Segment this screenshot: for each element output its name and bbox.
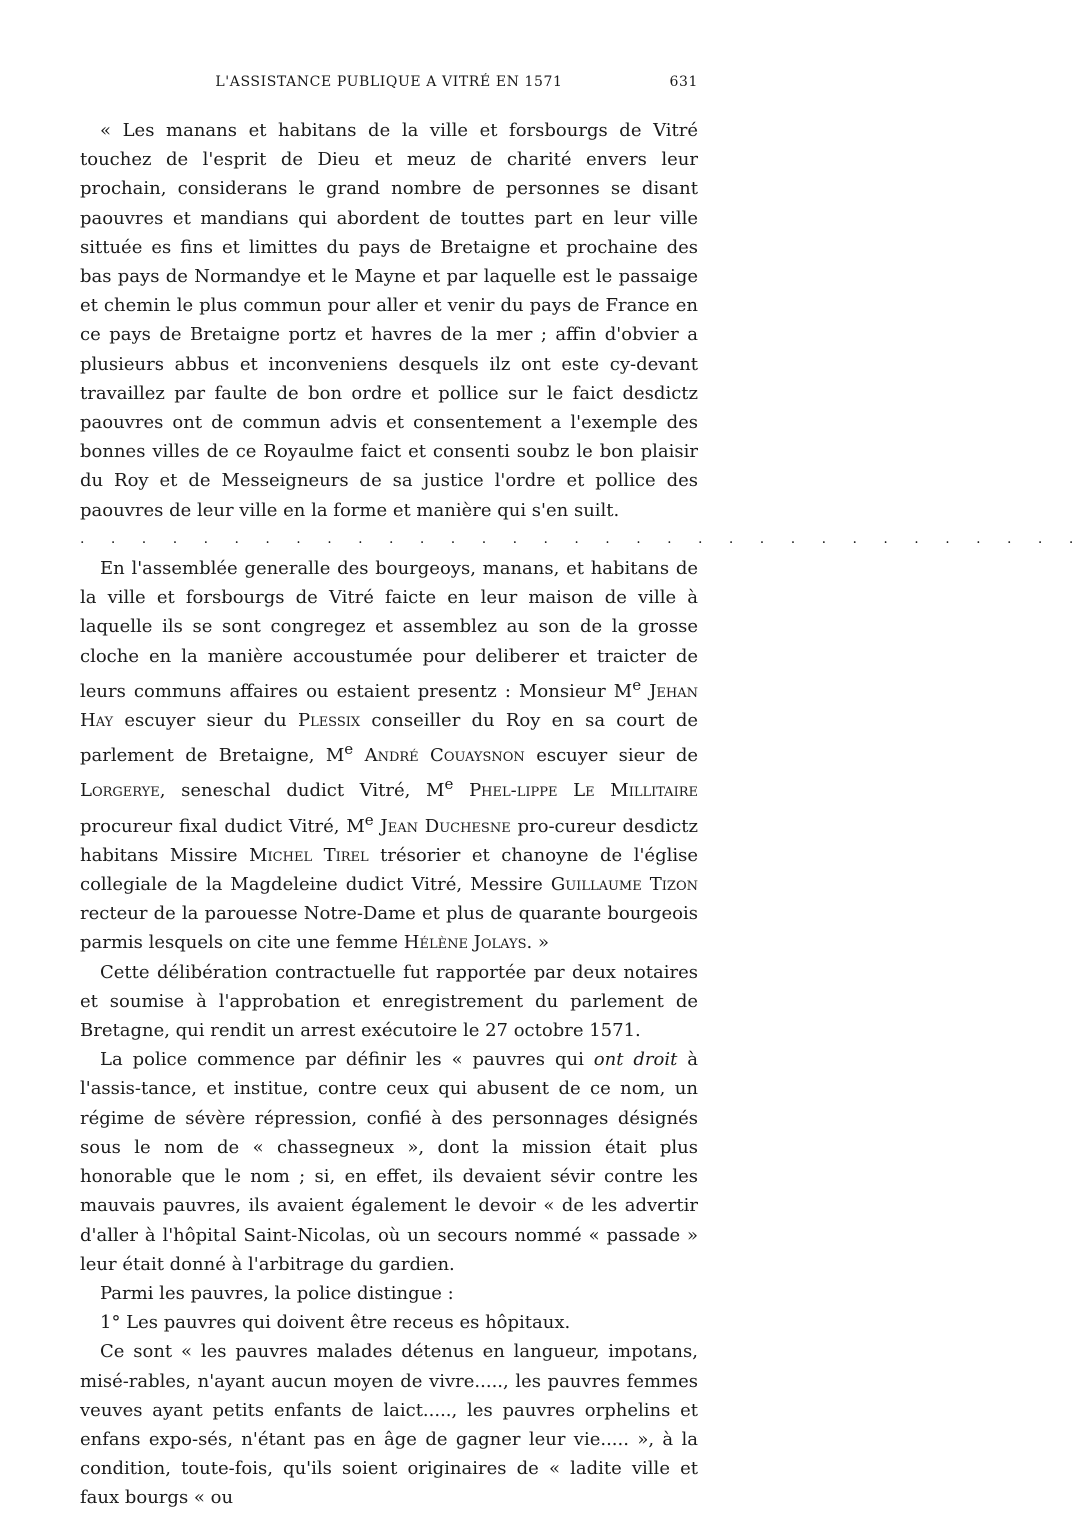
list-text: Les pauvres qui doivent être receus es hôpitaux. xyxy=(120,1312,571,1334)
superscript: e xyxy=(444,775,454,794)
distinction-paragraph: Parmi les pauvres, la police distingue : xyxy=(100,1282,454,1304)
page-number: 631 xyxy=(669,74,698,90)
body-text xyxy=(80,116,1084,1513)
quote-paragraph: « Les manans et habitans de la ville et forsbourgs de Vitré touchez de l'esprit de Dieu et meuz de charité envers leur prochain, considerans le grand nombre de personnes se disant paouvres et mandians qui abordent de touttes part en leur ville sittuée es fins et limittes du pays de Bretaigne et prochaine des bas pays de Normandye et le Mayne et par laquelle est le passaige et chemin le plus commun pour aller et venir du pays de France en ce pays de Bretaigne portz et havres de la mer ; affin d'obvier a plusieurs abbus et inconveniens desquels ilz ont este cy-devant travaillez par faulte de bon ordre et pollice sur le faict desdictz paouvres ont de commun advis et consentement a l'exemple des bonnes villes de ce Royaulme faict et consenti soubz le bon plaisir du Roy et de Messeigneurs de sa justice l'ordre et pollice des paouvres de leur ville en la forme et manière qui s'en suilt. xyxy=(80,120,698,521)
list-item xyxy=(80,1308,698,1337)
running-header xyxy=(80,72,698,94)
person-name: Michel Tirel xyxy=(249,844,369,866)
book-page xyxy=(80,72,1084,1513)
text-run: conseiller du Roy en sa court de parlement de Bretaigne, M xyxy=(80,710,699,767)
text-run: pro-cureur desdictz habitans Missire xyxy=(80,815,698,866)
superscript: e xyxy=(344,740,354,759)
running-title: L'ASSISTANCE PUBLIQUE A VITRÉ EN 1571 xyxy=(215,74,563,90)
list-number: 1° xyxy=(100,1312,121,1334)
person-name: André Couaysnon xyxy=(364,745,525,767)
text-run: En l'assemblée generalle des bourgeoys, manans, et habitans de la ville et forsbourgs de Vitré faicte en leur maison de ville à laquelle ils se sont congregez et assemblez au son de la grosse cloche en la manière accoustumée pour deliberer et traicter de leurs communs affaires ou estaient presentz : Monsieur M xyxy=(80,558,698,702)
text-run: procureur fixal dudict Vitré, M xyxy=(80,815,365,837)
italic-emphasis: ont droit xyxy=(593,1049,678,1071)
person-name: Hélène Jolays xyxy=(403,932,527,954)
superscript: e xyxy=(632,675,642,694)
place-name: Plessix xyxy=(297,710,361,732)
text-run: recteur de la parouesse Notre-Dame et plus de quarante bourgeois parmis lesquels on cite une femme xyxy=(80,903,698,954)
person-name: Phel-lippe Le Millitaire xyxy=(469,780,698,802)
text-run: La police commence par définir les « pauvres qui xyxy=(100,1049,594,1071)
person-name: Jehan Hay xyxy=(80,680,698,732)
ellipsis-row: . . . . . . . . . . . . . . . . . . . . . . . . . . . . . . . . . xyxy=(80,530,1084,547)
text-run: à l'assis-tance, et institue, contre ceux qui abusent de ce nom, un régime de sévère répression, confié à des personnages désignés sous le nom de « chassegneux », dont la mission était plus honorable que le nom ; si, en effet, ils devaient sévir contre les mauvais pauvres, ils avaient également le devoir « de les advertir d'aller à l'hôpital Saint-Nicolas, où un secours nommé « passade » leur était donné à l'arbitrage du gardien. xyxy=(80,1049,699,1275)
deliberation-paragraph: Cette délibération contractuelle fut rapportée par deux notaires et soumise à l'approbation et enregistrement du parlement de Bretagne, qui rendit un arrest exécutoire le 27 octobre 1571. xyxy=(80,961,698,1042)
text-run: escuyer sieur de xyxy=(524,745,698,767)
text-run: trésorier et chanoyne de l'église collegiale de la Magdeleine dudict Vitré, Messire xyxy=(80,844,698,896)
final-paragraph: Ce sont « les pauvres malades détenus en langueur, impotans, misé-rables, n'ayant aucun moyen de vivre....., les pauvres femmes veuves ayant petits enfants de laict....., les pauvres orphelins et enfans expo-sés, n'étant pas en âge de gagner leur vie..... », à la condition, toute-fois, qu'ils soient originaires de « ladite ville et faux bourgs « ou xyxy=(80,1341,698,1509)
person-name: Guillaume Tizon xyxy=(550,874,698,896)
text-run: escuyer sieur du xyxy=(113,710,298,732)
police-paragraph xyxy=(80,1045,698,1279)
person-name: Jean Duchesne xyxy=(380,815,511,837)
place-name: Lorgerye xyxy=(80,780,160,802)
text-run: , seneschal dudict Vitré, M xyxy=(159,780,445,802)
superscript: e xyxy=(364,810,374,829)
assembly-paragraph xyxy=(80,554,698,958)
text-run: . » xyxy=(526,932,549,954)
